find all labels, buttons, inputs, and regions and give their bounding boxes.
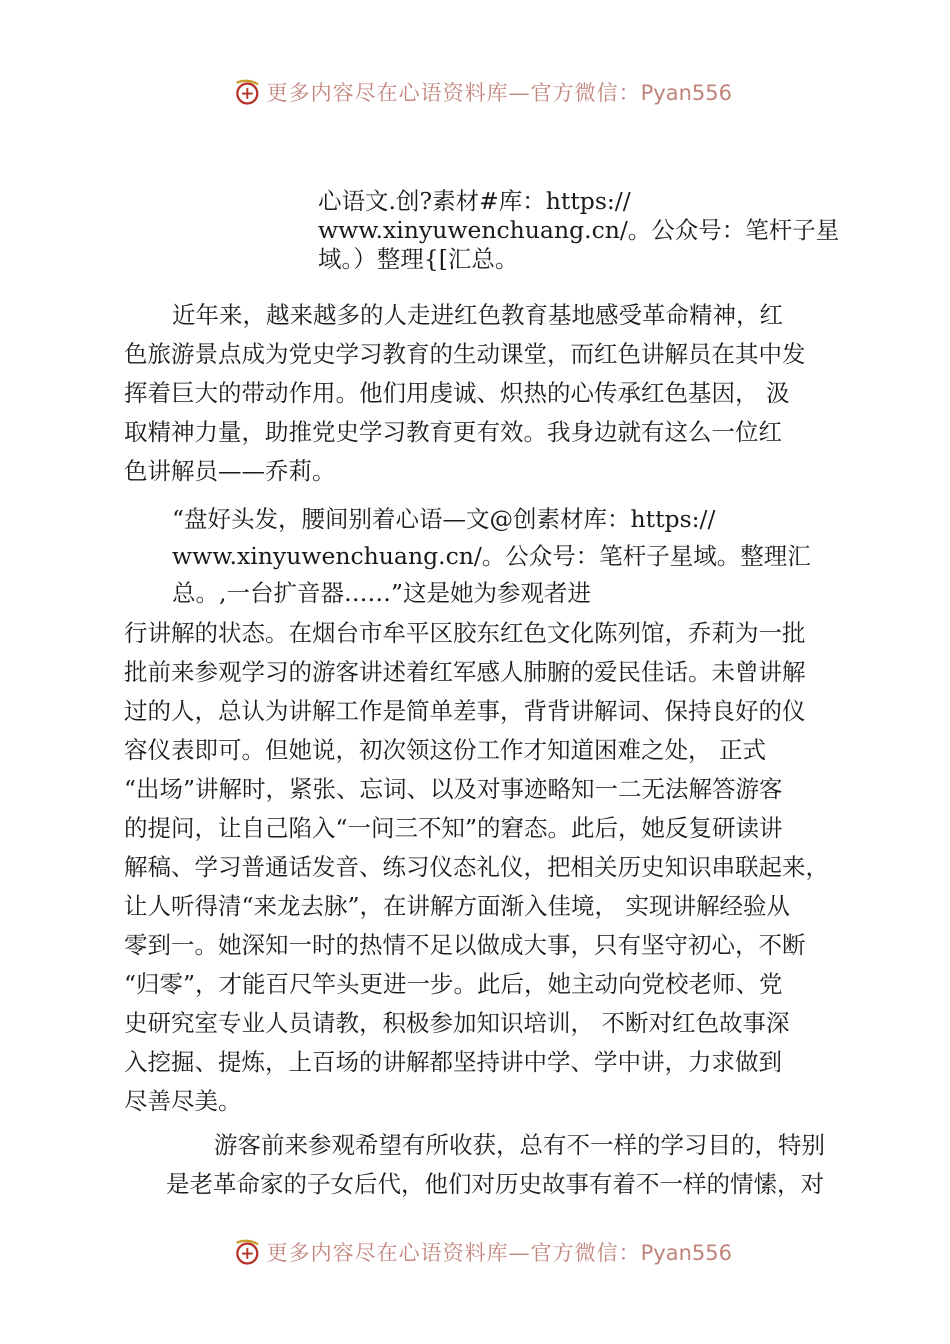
para2-line-10: “归零”，才能百尺竿头更进一步。此后，她主动向党校老师、党 <box>124 970 783 998</box>
para2-line-3: 过的人，总认为讲解工作是简单差事，背背讲解词、保持良好的仪 <box>124 697 806 725</box>
para1-line-4: 取精神力量，助推党史学习教育更有效。我身边就有这么一位红 <box>124 418 782 446</box>
para2-line-7: 解稿、学习普通话发音、练习仪态礼仪，把相关历史知识串联起来， <box>124 853 829 881</box>
header-line-3: 域。）整理{[汇总。 <box>318 245 519 273</box>
para3-line-2: 是老革命家的子女后代，他们对历史故事有着不一样的情愫，对 <box>166 1170 824 1198</box>
banner-text: 更多内容尽在心语资料库—官方微信：Pyan556 <box>266 81 732 105</box>
para1-line-5: 色讲解员——乔莉。 <box>124 457 336 485</box>
para2-line-12: 入挖掘、提炼，上百场的讲解都坚持讲中学、学中讲，力求做到 <box>124 1048 782 1076</box>
footer-banner <box>232 1230 732 1274</box>
para2-line-6: 的提问，让自己陷入“一问三不知”的窘态。此后，她反复研读讲 <box>124 814 783 842</box>
wechat-id: Pyan556 <box>640 1241 732 1265</box>
para2-line-1: 行讲解的状态。在烟台市牟平区胶东红色文化陈列馆，乔莉为一批 <box>124 619 806 647</box>
header-line-2: www.xinyuwenchuang.cn/。公众号：笔杆子星 <box>318 216 840 244</box>
para2-line-8: 让人听得清“来龙去脉”，在讲解方面渐入佳境， 实现讲解经验从 <box>124 892 790 920</box>
quote-line-3: 总。,一台扩音器……”这是她为参观者进 <box>172 579 591 607</box>
para2-line-4: 容仪表即可。但她说，初次领这份工作才知道困难之处， 正式 <box>124 736 766 764</box>
para2-line-2: 批前来参观学习的游客讲述着红军感人肺腑的爱民佳话。未曾讲解 <box>124 658 806 686</box>
header-line-1: 心语文.创?素材#库：https:// <box>318 187 631 215</box>
para2-line-13: 尽善尽美。 <box>124 1087 242 1115</box>
para3-line-1: 游客前来参观希望有所收获，总有不一样的学习目的，特别 <box>214 1131 825 1159</box>
para2-line-11: 史研究室专业人员请教，积极参加知识培训， 不断对红色故事深 <box>124 1009 790 1037</box>
quote-line-1: “盘好头发，腰间别着心语—文@创素材库：https:// <box>172 505 716 533</box>
logo-icon <box>232 1232 263 1272</box>
para2-line-5: “出场”讲解时，紧张、忘词、以及对事迹略知一二无法解答游客 <box>124 775 783 803</box>
logo-icon <box>232 72 263 112</box>
para1-line-2: 色旅游景点成为党史学习教育的生动课堂，而红色讲解员在其中发 <box>124 340 806 368</box>
header-banner <box>232 70 732 114</box>
para2-line-9: 零到一。她深知一时的热情不足以做成大事，只有坚守初心，不断 <box>124 931 806 959</box>
para1-line-1: 近年来，越来越多的人走进红色教育基地感受革命精神，红 <box>172 301 783 329</box>
wechat-id: Pyan556 <box>640 81 732 105</box>
para1-line-3: 挥着巨大的带动作用。他们用虔诚、炽热的心传承红色基因， 汲 <box>124 379 790 407</box>
quote-line-2: www.xinyuwenchuang.cn/。公众号：笔杆子星域。整理汇 <box>172 542 811 570</box>
banner-text: 更多内容尽在心语资料库—官方微信：Pyan556 <box>266 1241 732 1265</box>
